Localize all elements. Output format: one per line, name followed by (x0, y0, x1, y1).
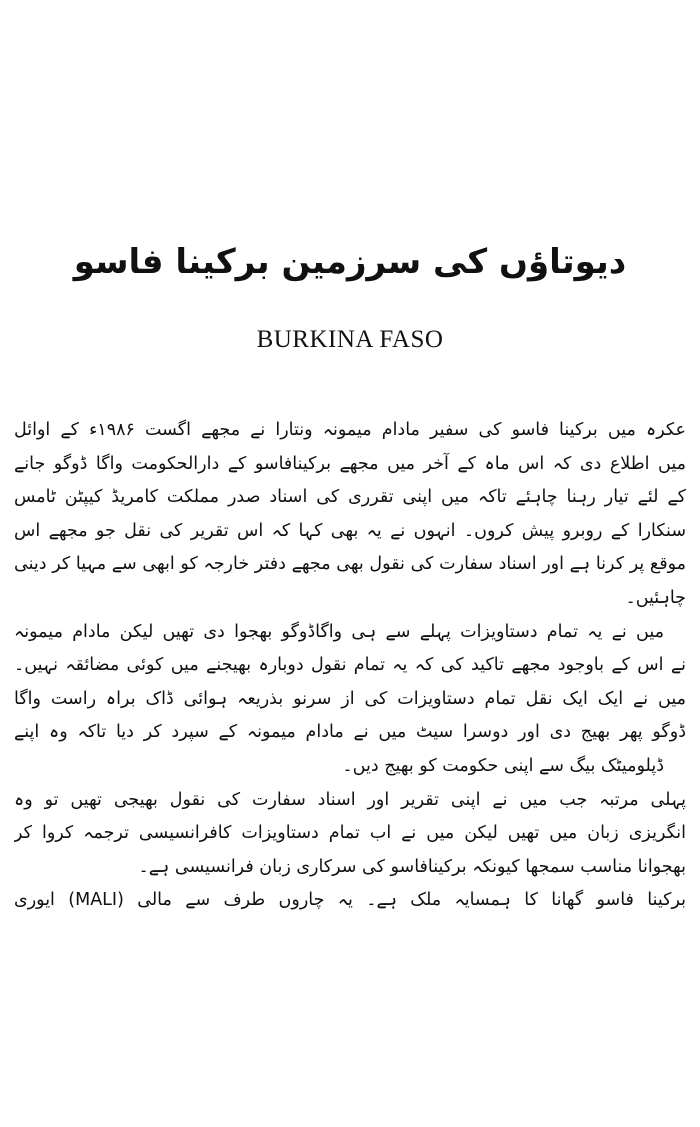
text-line: چاہئیں۔ (625, 587, 686, 608)
text-line: میں نے ایک ایک نقل تمام دستاویزات کی از سرنو بذریعہ ہوائی ڈاک براہ راست واگا (14, 688, 686, 709)
text-line: برکینا فاسو گھانا کا ہمسایہ ملک ہے۔ یہ چاروں طرف سے مالی (MALI) ایوری (14, 890, 686, 911)
chapter-body (14, 414, 686, 918)
text-line: پہلی مرتبہ جب میں نے اپنی تقریر اور اسناد سفارت کی نقول بھیجی تھیں تو وہ (14, 789, 686, 810)
text-line: کے لئے تیار رہنا چاہئے تاکہ میں اپنی تقرری کی اسناد صدر مملکت کامریڈ کیپٹن ٹامس (14, 487, 686, 508)
paragraph (14, 414, 686, 616)
paragraph (14, 784, 686, 885)
text-line: میں اطلاع دی کہ اس ماہ کے آخر میں مجھے برکینافاسو کے دارالحکومت واگا ڈوگو جانے (14, 453, 686, 474)
chapter-title-urdu: دیوتاؤں کی سرزمین برکینا فاسو (73, 242, 627, 282)
text-line: نے اس کے باوجود مجھے تاکید کی کہ یہ تمام نقول دوبارہ بھیجنے میں کوئی مضائقہ نہیں۔ (14, 655, 686, 676)
text-line: عکرہ میں برکینا فاسو کی سفیر مادام میمونہ ونتارا نے مجھے اگست ۱۹۸۶ء کے اوائل (14, 420, 686, 440)
paragraph (14, 616, 686, 784)
paragraph (14, 884, 686, 918)
chapter-title-english: BURKINA FASO (256, 326, 444, 353)
text-line: بھجوانا مناسب سمجھا کیونکہ برکینافاسو کی سرکاری زبان فرانسیسی ہے۔ (138, 856, 686, 877)
text-line: ڈپلومیٹک بیگ سے اپنی حکومت کو بھیج دیں۔ (342, 755, 664, 776)
text-line: سنکارا کے روبرو پیش کروں۔ انہوں نے یہ بھی کہا کہ اس تقریر کی نقل جو مجھے اس (14, 520, 686, 541)
text-line: ڈوگو پھر بھیج دی اور دوسرا سیٹ میں نے مادام میمونہ کے سپرد کر دیا تاکہ وہ اپنے (14, 722, 686, 743)
text-line: موقع پر کرنا ہے اور اسناد سفارت کی نقول بھی مجھے دفتر خارجہ کو ابھی سے مہیا کر دینی (14, 554, 686, 575)
text-line: انگریزی زبان میں تھیں لیکن میں نے اب تمام دستاویزات کافرانسیسی ترجمہ کروا کر (14, 823, 686, 844)
text-line: میں نے یہ تمام دستاویزات پہلے سے ہی واگاڈوگو بھجوا دی تھیں لیکن مادام میمونہ (14, 621, 664, 642)
